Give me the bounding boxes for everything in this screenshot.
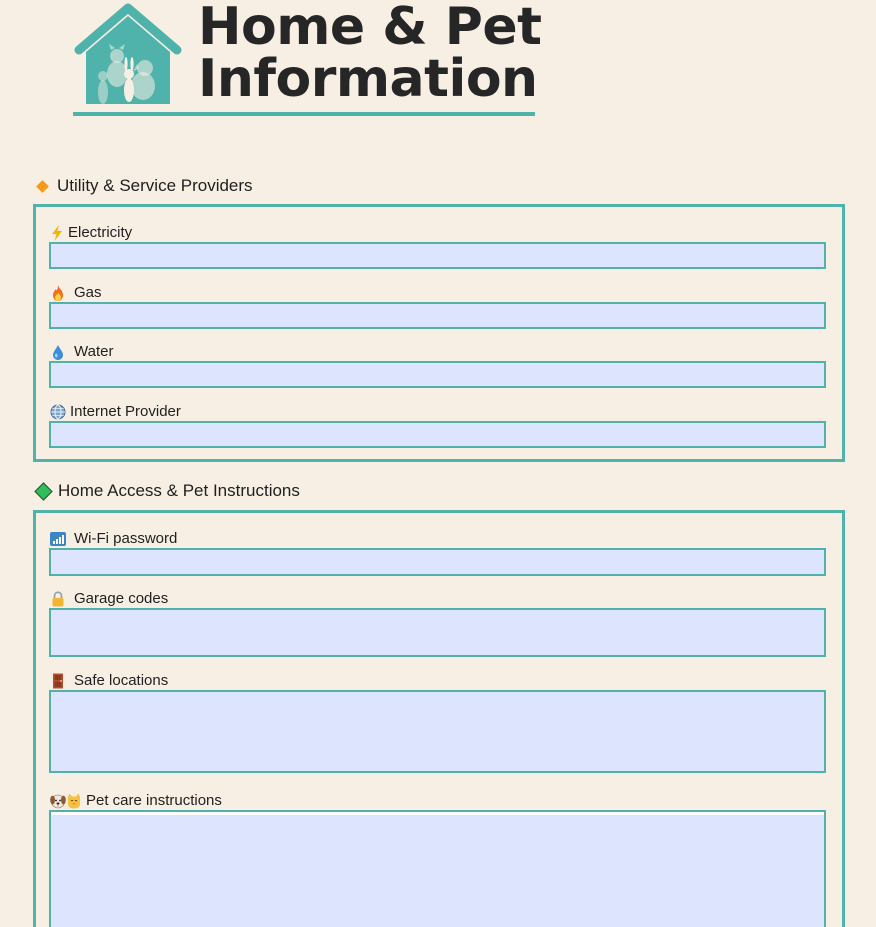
wifi-password-input[interactable] <box>51 550 824 574</box>
electricity-field[interactable] <box>49 242 826 269</box>
dog-cat-icon <box>50 793 82 809</box>
utility-section-panel <box>33 204 845 462</box>
utility-section-heading <box>36 176 253 196</box>
page-title-line1: Home & Pet <box>198 0 542 57</box>
garage-codes-label-text: Garage codes <box>74 590 169 607</box>
pet-care-textarea[interactable] <box>51 812 824 927</box>
wifi-password-label-text: Wi-Fi password <box>74 530 178 547</box>
page-title-line2: Information <box>198 49 538 109</box>
internet-provider-label-text: Internet Provider <box>70 403 181 420</box>
garage-codes-field[interactable] <box>49 608 826 657</box>
safe-locations-label <box>50 672 168 690</box>
gas-field[interactable] <box>49 302 826 329</box>
water-label <box>50 343 113 361</box>
electricity-label <box>50 224 132 242</box>
electricity-input[interactable] <box>51 244 824 267</box>
access-section-heading <box>36 481 300 501</box>
header <box>73 0 542 116</box>
pet-care-label-text: Pet care instructions <box>86 792 222 809</box>
pet-care-label <box>50 792 222 810</box>
water-field[interactable] <box>49 361 826 388</box>
access-section-title: Home Access & Pet Instructions <box>58 481 300 500</box>
safe-locations-textarea[interactable] <box>51 692 824 771</box>
header-underline <box>73 112 535 116</box>
safe-locations-label-text: Safe locations <box>74 672 169 689</box>
house-pets-logo-icon <box>73 2 183 106</box>
garage-codes-label <box>50 590 168 608</box>
orange-diamond-icon <box>36 180 49 193</box>
access-section-panel <box>33 510 845 927</box>
droplet-icon <box>50 344 66 360</box>
wifi-password-field[interactable] <box>49 548 826 576</box>
flame-icon <box>50 285 66 301</box>
gas-label <box>50 284 102 302</box>
wifi-password-label <box>50 530 177 548</box>
electricity-label-text: Electricity <box>68 224 133 241</box>
utility-section-title: Utility & Service Providers <box>57 176 253 195</box>
safe-locations-field[interactable] <box>49 690 826 773</box>
globe-icon <box>50 404 66 420</box>
gas-input[interactable] <box>51 304 824 327</box>
pet-care-field[interactable] <box>49 810 826 927</box>
pet-care-field-top-highlight <box>51 812 824 815</box>
internet-provider-label <box>50 403 181 421</box>
water-label-text: Water <box>74 343 114 360</box>
water-input[interactable] <box>51 363 824 386</box>
signal-bars-icon <box>50 531 66 547</box>
door-icon <box>50 673 66 689</box>
internet-provider-field[interactable] <box>49 421 826 448</box>
lock-icon <box>50 591 66 607</box>
garage-codes-textarea[interactable] <box>51 610 824 655</box>
green-diamond-icon <box>34 482 52 500</box>
lightning-icon <box>50 225 64 241</box>
gas-label-text: Gas <box>74 284 102 301</box>
internet-provider-input[interactable] <box>51 423 824 446</box>
